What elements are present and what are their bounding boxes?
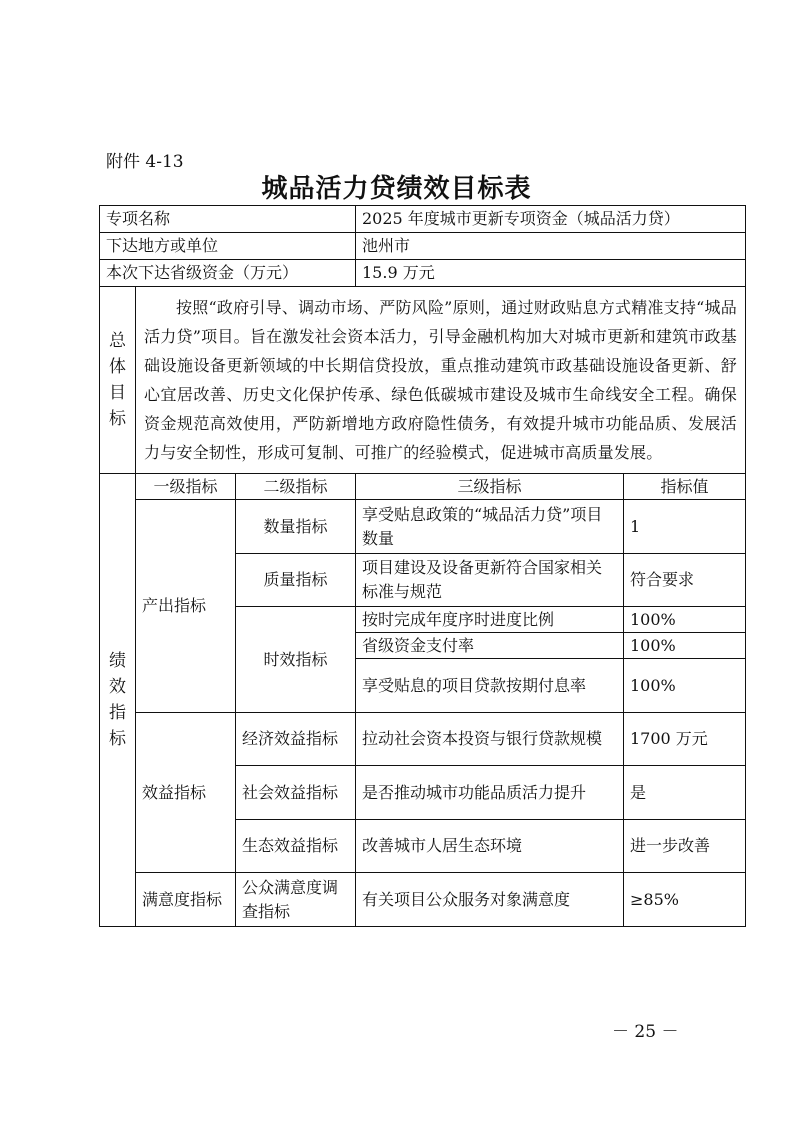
overall-goal-row — [100, 287, 746, 474]
header-value: 指标值 — [624, 474, 746, 500]
header-level1: 一级指标 — [136, 474, 236, 500]
header-level3: 三级指标 — [356, 474, 624, 500]
info-value: 池州市 — [356, 233, 746, 260]
level3-cell: 按时完成年度序时进度比例 — [356, 607, 624, 633]
level3-cell: 享受贴息政策的“城品活力贷”项目数量 — [356, 500, 624, 554]
value-cell: 符合要求 — [624, 554, 746, 607]
level3-cell: 有关项目公众服务对象满意度 — [356, 873, 624, 927]
table-row — [100, 500, 746, 554]
level2-cell: 生态效益指标 — [236, 820, 356, 873]
info-row — [100, 260, 746, 287]
level2-cell: 社会效益指标 — [236, 766, 356, 820]
value-cell: 是 — [624, 766, 746, 820]
performance-indicator-label: 绩 效 指 标 — [100, 474, 136, 927]
value-cell: 1 — [624, 500, 746, 554]
value-cell: 100% — [624, 607, 746, 633]
level1-cell: 产出指标 — [136, 500, 236, 713]
info-row — [100, 206, 746, 233]
page-number: － 25 － — [612, 1022, 679, 1042]
overall-goal-text: 按照“政府引导、调动市场、严防风险”原则，通过财政贴息方式精准支持“城品活力贷”项目。旨在激发社会资本活力，引导金融机构加大对城市更新和建筑市政基础设施设备更新领域的中长期信贷投放，重点推动建筑市政基础设施设备更新、舒心宜居改善、历史文化保护传承、绿色低碳城市建设及城市生命线安全工程。确保资金规范高效使用，严防新增地方政府隐性债务，有效提升城市功能品质、发展活力与安全韧性，形成可复制、可推广的经验模式，促进城市高质量发展。 — [136, 287, 746, 474]
indicator-header-row — [100, 474, 746, 500]
performance-goal-table — [99, 205, 746, 927]
value-cell: 100% — [624, 633, 746, 659]
level2-cell: 时效指标 — [236, 607, 356, 713]
info-value: 15.9 万元 — [356, 260, 746, 287]
table-row — [100, 713, 746, 766]
level3-cell: 是否推动城市功能品质活力提升 — [356, 766, 624, 820]
overall-goal-label: 总 体 目 标 — [100, 287, 136, 474]
level2-cell: 质量指标 — [236, 554, 356, 607]
table-row — [100, 873, 746, 927]
value-cell: 100% — [624, 659, 746, 713]
level1-cell: 满意度指标 — [136, 873, 236, 927]
info-label: 专项名称 — [100, 206, 356, 233]
level1-cell: 效益指标 — [136, 713, 236, 873]
value-cell: 进一步改善 — [624, 820, 746, 873]
level3-cell: 省级资金支付率 — [356, 633, 624, 659]
attachment-label: 附件 4-13 — [106, 152, 184, 172]
info-label: 本次下达省级资金（万元） — [100, 260, 356, 287]
level3-cell: 拉动社会资本投资与银行贷款规模 — [356, 713, 624, 766]
value-cell: ≥85% — [624, 873, 746, 927]
level3-cell: 改善城市人居生态环境 — [356, 820, 624, 873]
level2-cell: 公众满意度调查指标 — [236, 873, 356, 927]
level3-cell: 项目建设及设备更新符合国家相关标准与规范 — [356, 554, 624, 607]
header-level2: 二级指标 — [236, 474, 356, 500]
document-title: 城品活力贷绩效目标表 — [261, 174, 532, 204]
info-value: 2025 年度城市更新专项资金（城品活力贷） — [356, 206, 746, 233]
value-cell: 1700 万元 — [624, 713, 746, 766]
level2-cell: 经济效益指标 — [236, 713, 356, 766]
level2-cell: 数量指标 — [236, 500, 356, 554]
info-row — [100, 233, 746, 260]
info-label: 下达地方或单位 — [100, 233, 356, 260]
level3-cell: 享受贴息的项目贷款按期付息率 — [356, 659, 624, 713]
